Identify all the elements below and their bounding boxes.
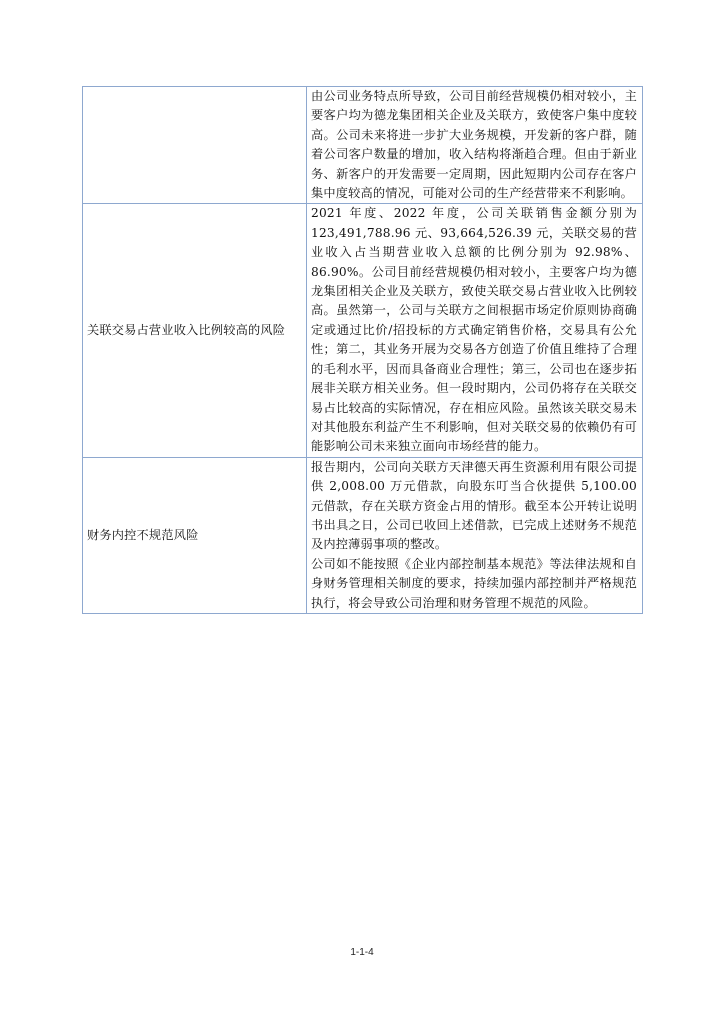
table-row bbox=[83, 204, 643, 457]
risk-description-paragraph: 2021 年度、2022 年度，公司关联销售金额分别为 123,491,788.96 元、93,664,526.39 元，关联交易的营业收入占当期营业收入总额的比例分别为 92.98%、86.90%。公司目前经营规模仍相对较小，主要客户均为德龙集团相关企业及关联方，致使关联交易占营业收入比例较高。虽然第一，公司与关联方之间根据市场定价原则协商确定或通过比价/招投标的方式确定销售价格，交易具有公允性；第二，其业务开展为交易各方创造了价值且维持了合理的毛利水平，因而具备商业合理性；第三，公司也在逐步拓展非关联方相关业务。但一段时期内，公司仍将存在关联交易占比较高的实际情况，存在相应风险。虽然该关联交易未对其他股东利益产生不利影响，但对关联交易的依赖仍有可能影响公司未来独立面向市场经营的能力。 bbox=[311, 206, 637, 454]
risk-factor-table bbox=[82, 86, 643, 614]
table-row bbox=[83, 87, 643, 204]
risk-title-cell: 财务内控不规范风险 bbox=[83, 457, 307, 613]
page-number: 1-1-4 bbox=[350, 947, 374, 958]
risk-description-cell bbox=[307, 204, 643, 457]
risk-description-paragraph: 由公司业务特点所导致，公司目前经营规模仍相对较小，主要客户均为德龙集团相关企业及关联方，致使客户集中度较高。公司未来将进一步扩大业务规模，开发新的客户群，随着公司客户数量的增加，收入结构将渐趋合理。但由于新业务、新客户的开发需要一定周期，因此短期内公司存在客户集中度较高的情况，可能对公司的生产经营带来不利影响。 bbox=[311, 89, 637, 201]
risk-title-cell: 关联交易占营业收入比例较高的风险 bbox=[83, 204, 307, 457]
risk-title-cell bbox=[83, 87, 307, 204]
risk-description-paragraph: 报告期内，公司向关联方天津德天再生资源利用有限公司提供 2,008.00 万元借款，向股东叮当合伙提供 5,100.00 元借款，存在关联方资金占用的情形。截至本公开转让说明书出具之日，公司已收回上述借款，已完成上述财务不规范及内控薄弱事项的整改。 bbox=[311, 459, 637, 552]
table-row bbox=[83, 457, 643, 613]
risk-description-cell bbox=[307, 457, 643, 613]
risk-description-cell bbox=[307, 87, 643, 204]
risk-description-paragraph: 公司如不能按照《企业内部控制基本规范》等法律法规和自身财务管理相关制度的要求，持续加强内部控制并严格规范执行，将会导致公司治理和财务管理不规范的风险。 bbox=[311, 556, 637, 610]
